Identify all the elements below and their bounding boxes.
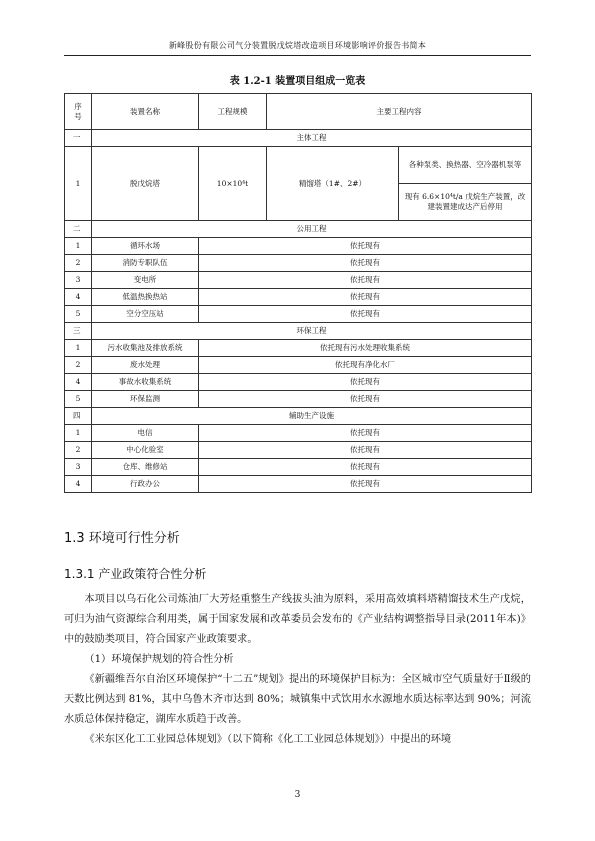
section-number: 一 xyxy=(65,130,92,147)
project-composition-table xyxy=(64,93,532,493)
table-row xyxy=(65,476,532,493)
row-note: 现有 6.6×10⁴t/a 戊烷生产装置，改建装置建成达产后停用 xyxy=(399,184,532,221)
row-number: 1 xyxy=(65,425,92,442)
row-number: 2 xyxy=(65,442,92,459)
row-name: 中心化验室 xyxy=(92,442,199,459)
section-label: 环保工程 xyxy=(92,323,532,340)
row-name: 循环水场 xyxy=(92,238,199,255)
running-header: 新峰股份有限公司气分装置脱戊烷塔改造项目环境影响评价报告书简本 xyxy=(64,40,531,56)
row-content: 依托现有 xyxy=(199,442,532,459)
row-content: 依托现有 xyxy=(199,238,532,255)
section-number: 二 xyxy=(65,221,92,238)
table-row xyxy=(65,272,532,289)
row-name: 废水处理 xyxy=(92,357,199,374)
paragraph: 《米东区化工工业园总体规划》（以下简称《化工工业园总体规划》）中提出的环境 xyxy=(84,734,452,745)
table-row xyxy=(65,147,532,184)
table-row xyxy=(65,442,532,459)
row-content: 依托现有 xyxy=(199,425,532,442)
body-text xyxy=(64,590,531,750)
table-row xyxy=(65,289,532,306)
row-scale: 10×10⁴t xyxy=(199,147,267,221)
row-content: 依托现有 xyxy=(199,374,532,391)
table-row xyxy=(65,459,532,476)
table-row xyxy=(65,425,532,442)
section-label: 公用工程 xyxy=(92,221,532,238)
row-number: 5 xyxy=(65,391,92,408)
table-row xyxy=(65,374,532,391)
row-number: 1 xyxy=(65,340,92,357)
row-name: 空分空压站 xyxy=(92,306,199,323)
row-number: 1 xyxy=(65,238,92,255)
section-row-env xyxy=(65,323,532,340)
subsection-heading: 1.3.1 产业政策符合性分析 xyxy=(64,567,207,581)
row-name: 消防专职队伍 xyxy=(92,255,199,272)
page-number: 3 xyxy=(294,790,301,800)
section-row-utility xyxy=(65,221,532,238)
row-content: 依托现有 xyxy=(199,391,532,408)
row-name: 低温热换热站 xyxy=(92,289,199,306)
row-content: 依托现有 xyxy=(199,272,532,289)
row-number: 2 xyxy=(65,357,92,374)
row-number: 3 xyxy=(65,459,92,476)
section-heading: 1.3 环境可行性分析 xyxy=(64,531,180,546)
row-content: 依托现有污水处理收集系统 xyxy=(199,340,532,357)
table-row xyxy=(65,255,532,272)
row-name: 脱戊烷塔 xyxy=(92,147,199,221)
row-content: 依托现有 xyxy=(199,476,532,493)
row-number: 3 xyxy=(65,272,92,289)
row-content: 依托现有 xyxy=(199,289,532,306)
row-content: 依托现有净化水厂 xyxy=(199,357,532,374)
section-number: 四 xyxy=(65,408,92,425)
row-number: 4 xyxy=(65,374,92,391)
section-label: 辅助生产设施 xyxy=(92,408,532,425)
section-row-aux xyxy=(65,408,532,425)
section-label: 主体工程 xyxy=(92,130,532,147)
row-number: 1 xyxy=(65,147,92,221)
row-number: 4 xyxy=(65,476,92,493)
table-row xyxy=(65,238,532,255)
row-tower: 精馏塔（1#、2#） xyxy=(267,147,399,221)
row-name: 环保监测 xyxy=(92,391,199,408)
row-name: 污水收集池及排放系统 xyxy=(92,340,199,357)
row-content: 依托现有 xyxy=(199,306,532,323)
table-row xyxy=(65,340,532,357)
col-header-scale: 工程规模 xyxy=(199,94,267,130)
table-header-row xyxy=(65,94,532,130)
row-name: 电信 xyxy=(92,425,199,442)
table-row xyxy=(65,391,532,408)
section-row-main xyxy=(65,130,532,147)
paragraph: 本项目以乌石化公司炼油厂大芳烃重整生产线拔头油为原料，采用高效填料塔精馏技术生产戊烷，可归为油气资源综合利用类，属于国家发展和改革委员会发布的《产业结构调整指导目录(2011年本)》中的鼓励类项目，符合国家产业政策要求。 xyxy=(64,594,531,645)
row-name: 变电所 xyxy=(92,272,199,289)
row-number: 4 xyxy=(65,289,92,306)
col-header-content: 主要工程内容 xyxy=(267,94,532,130)
paragraph: 《新疆维吾尔自治区环境保护“十二五”规划》提出的环境保护目标为：全区城市空气质量好于Ⅱ级的天数比例达到 81%，其中乌鲁木齐市达到 80%；城镇集中式饮用水水源地水质达标率达到 90%；河流水质总体保持稳定，湖库水质趋于改善。 xyxy=(64,674,531,725)
row-name: 行政办公 xyxy=(92,476,199,493)
col-header-no: 序 号 xyxy=(65,94,92,130)
section-number: 三 xyxy=(65,323,92,340)
paragraph: （1）环境保护规划的符合性分析 xyxy=(84,654,234,665)
table-row xyxy=(65,357,532,374)
row-number: 5 xyxy=(65,306,92,323)
row-equipment: 各种泵类、换热器、空冷器机泵等 xyxy=(399,147,532,184)
row-name: 事故水收集系统 xyxy=(92,374,199,391)
table-row xyxy=(65,306,532,323)
row-content: 依托现有 xyxy=(199,255,532,272)
row-content: 依托现有 xyxy=(199,459,532,476)
col-header-name: 装置名称 xyxy=(92,94,199,130)
row-name: 仓库、维修站 xyxy=(92,459,199,476)
row-number: 2 xyxy=(65,255,92,272)
table-caption: 表 1.2-1 装置项目组成一览表 xyxy=(229,76,366,87)
